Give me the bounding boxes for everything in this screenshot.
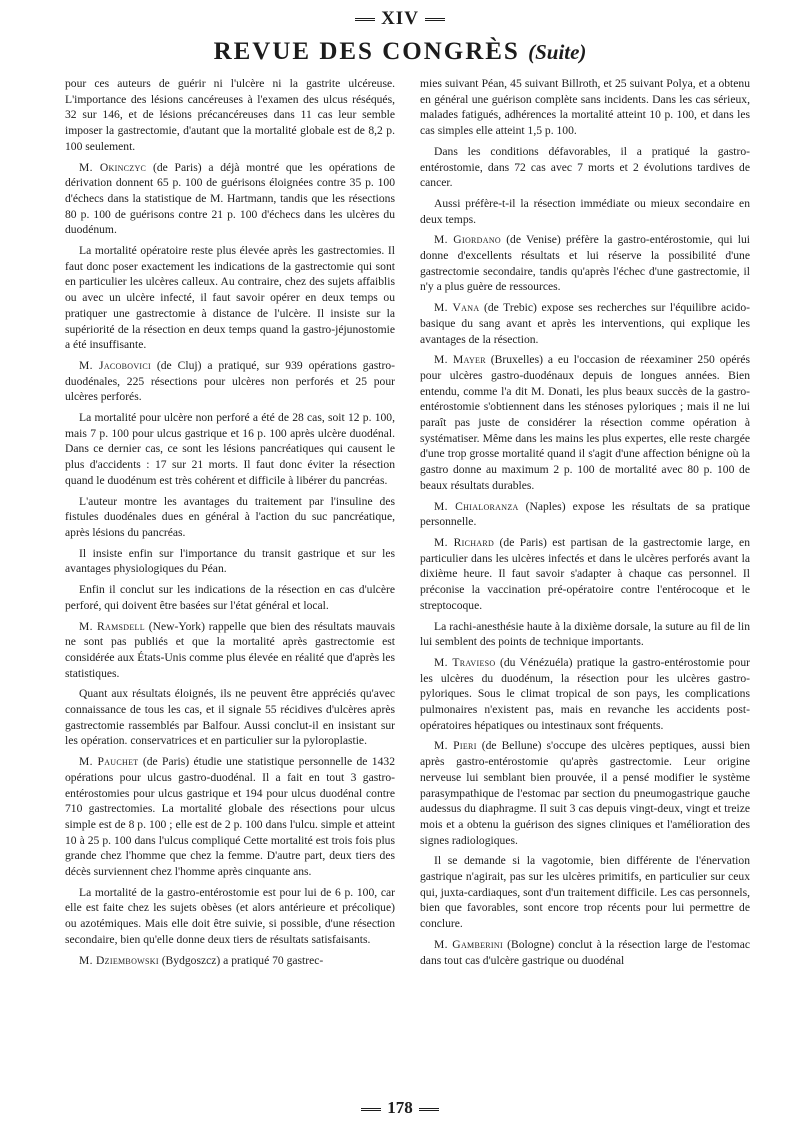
ornament-right	[419, 1108, 439, 1111]
paragraph-text: (de Bellune) s'occupe des ulcères peptiques, aussi bien après gastro-entérostomie qu'après gastrectomie. Leur origine nerveuse lui semblant bien prouvée, il a pensé modifier le système parasympathique de l'estomac par section du pneumogastrique gauche audessus du diaphragme. Il suit 3 cas depuis vingt-deux, vingt et treize mois et a obtenu la guérison des signes cliniques et l'amélioration des signes radiologiques.	[420, 739, 750, 847]
paragraph-text: (de Trebic) expose ses recherches sur l'équilibre acido-basique du sang avant et après les interventions, qui explique les avantages de la résection.	[420, 301, 750, 346]
paragraph-text: Il insiste enfin sur l'importance du transit gastrique et sur les avantages physiologiques du Péan.	[65, 546, 395, 576]
title-suffix: (Suite)	[528, 40, 587, 64]
paragraph	[420, 196, 750, 227]
paragraph	[65, 953, 395, 969]
page-footer	[0, 1098, 800, 1118]
paragraph	[420, 655, 750, 734]
ornament-left	[361, 1108, 381, 1111]
page-roman-numeral	[0, 8, 800, 30]
paragraph	[420, 619, 750, 650]
paragraph-text: (de Cluj) a pratiqué, sur 939 opérations gastro-duodénales, 225 résections pour ulcères non perforés et 25 pour ulcères perforés.	[65, 358, 395, 404]
paragraph-text: Quant aux résultats éloignés, ils ne peuvent être appréciés qu'avec connaissance de tous les cas, et il signale 55 récidives d'ulcères après gastrectomie rassemblés par Balfour. Aussi conclut-il en insistant sur les opération. conservatrices et en particulier sur la pyloroplastie.	[65, 687, 395, 748]
paragraph-text: (du Vénézuéla) pratique la gastro-entérostomie pour les ulcères du duodénum, la résection pour les ulcères gastro-pyloriques. Sous le climat tropical de son pays, les complications pulmonaires n'existent pas, mais en revanche les accidents post-opératoires hépatiques ou intestinaux sont fréquents.	[420, 655, 750, 732]
paragraph-text: (de Paris) est partisan de la gastrectomie large, en particulier dans les ulcères infectés et dans le ulcères perforés avant la dixième heure. Il faut savoir s'adapter à chaque cas personnel. Il préconise la vaccination pré-opératoire contre l'entérocoque et le streptocoque.	[420, 535, 750, 612]
speaker-name: M. Jacobovici	[79, 358, 151, 372]
paragraph-text: pour ces auteurs de guérir ni l'ulcère ni la gastrite ulcéreuse. L'importance des lésions cancéreuses à l'examen des ulcus réséqués, 32 sur 146, et de lésions précancéreuses dans 11 cas leur semble imposer la gastrectomie, d'autant que la mortalité globale est de 8,2 p. 100 seulement.	[65, 77, 395, 153]
speaker-name: M. Travieso	[434, 655, 496, 669]
paragraph	[65, 494, 395, 541]
speaker-name: M. Vana	[434, 301, 480, 315]
paragraph	[420, 738, 750, 848]
speaker-name: M. Chialoranza	[434, 499, 519, 513]
paragraph-text: Enfin il conclut sur les indications de la résection en cas d'ulcère perforé, qui doivent être basées sur l'état général et local.	[65, 583, 395, 612]
paragraph	[65, 410, 395, 489]
paragraph-text: (Bologne) conclut à la résection large de l'estomac dans tout cas d'ulcère gastrique ou duodénal	[420, 937, 750, 967]
paragraph	[420, 300, 750, 347]
paragraph	[420, 232, 750, 295]
paragraph	[65, 546, 395, 577]
paragraph-text: (Naples) expose les résultats de sa pratique personnelle.	[420, 499, 750, 529]
paragraph-text: mies suivant Péan, 45 suivant Billroth, et 25 suivant Polya, et a obtenu en général une guérison complète sans incidents. Dans les cas sérieux, malades fatigués, adhérences la mortalité atteint 10 p. 100, et dans les cas simples elle atteint 1,5 p. 100.	[420, 77, 750, 138]
speaker-name: M. Giordano	[434, 233, 501, 247]
speaker-name: M. Dziembowski	[79, 953, 159, 967]
paragraph	[65, 243, 395, 353]
paragraph-text: Il se demande si la vagotomie, bien différente de l'énervation gastrique n'agirait, pas sur les ulcères primitifs, en particulier sur ceux qui, juxta-cardiaques, sont d'un traitement difficile. Les cas personnels, bien que favorables, sont encore trop récents pour lui permettre de conclure.	[420, 854, 750, 931]
ornament-left	[355, 18, 375, 21]
paragraph-text: (de Venise) préfère la gastro-entérostomie, qui lui donne d'excellents résultats et lui réserve la possibilité d'une gastrectomie secondaire, tandis qu'après l'échec d'une gastrectomie, il n'y a plus guère de ressources.	[420, 233, 750, 294]
paragraph	[65, 160, 395, 239]
paragraph	[420, 76, 750, 139]
speaker-name: M. Pieri	[434, 739, 477, 753]
paragraph	[420, 352, 750, 493]
paragraph	[420, 144, 750, 191]
left-column	[65, 76, 395, 1086]
paragraph-text: La rachi-anesthésie haute à la dixième dorsale, la suture au fil de lin lui semblent des points de technique importants.	[420, 619, 750, 649]
speaker-name: M. Okinczyc	[79, 160, 147, 174]
ornament-right	[425, 18, 445, 21]
page-roman-text: XIV	[381, 8, 419, 29]
paragraph	[420, 499, 750, 530]
speaker-name: M. Richard	[434, 535, 495, 549]
paragraph-text: (New-York) rappelle que bien des résultats mauvais ne sont pas publiés et que la mortalité après gastrectomie est considérée aux États-Unis comme plus élevée en réalité que d'après les statistiques.	[65, 619, 395, 680]
title-text: REVUE DES CONGRÈS	[213, 38, 520, 65]
paragraph	[420, 535, 750, 614]
speaker-name: M. Pauchet	[79, 755, 139, 769]
paragraph	[65, 686, 395, 749]
paragraph-text: La mortalité pour ulcère non perforé a été de 28 cas, soit 12 p. 100, mais 7 p. 100 pour ulcus gastrique et 16 p. 100 après ulcère duodénal. Dans ce dernier cas, ce sont les lésions pancréatiques qui causent le plus d'accidents : 17 sur 21 morts. Il faut donc éviter la résection quand le duodénum est très cohérent et difficile à libérer du pancréas.	[65, 411, 395, 487]
right-column	[420, 76, 750, 1086]
paragraph-text: (Bydgoszcz) a pratiqué 70 gastrec-	[158, 953, 324, 967]
page-number: 178	[387, 1098, 413, 1117]
paragraph-text: (de Paris) a déjà montré que les opérations de dérivation donnent 65 p. 100 de guérisons éloignées contre 35 p. 100 d'échecs dans la statistique de M. Hartmann, tandis que les résections 80 p. 100 de guérisons contre 21 p. 100 d'échecs dans les ulcères du duodénum.	[65, 160, 395, 237]
paragraph-text: (de Paris) étudie une statistique personnelle de 1432 opérations pour ulcus gastro-duodénal. Il a fait en tout 3 gastro-entérostomies pour ulcus gastrique et 194 pour ulcus duodénal contre 710 gastrectomies. La mortalité globale des résections pour ulcus simple est de 8 p. 100 ; elle est de 2 p. 100 dans l'ulcu. simple et atteint 10 à 25 p. 100 dans l'ulcus compliqué Cette mortalité est trois fois plus grande chez l'homme que chez la femme. D'autre part, deux tiers des décès surviennent chez l'homme après cinquante ans.	[65, 755, 395, 879]
speaker-name: M. Mayer	[434, 353, 486, 367]
paragraph-text: La mortalité de la gastro-entérostomie est pour lui de 6 p. 100, car elle est faite chez les sujets obèses (et alors antérieure et précolique) ou azotémiques. Mais elle doit être suivie, si possible, d'une résection secondaire, bien qu'elle donne deux tiers de résultats satisfaisants.	[65, 885, 395, 946]
paragraph	[420, 853, 750, 932]
paragraph-text: Dans les conditions défavorables, il a pratiqué la gastro-entérostomie, dans 72 cas avec 7 morts et 2 évolutions tardives de cancer.	[420, 144, 750, 190]
paragraph-text: La mortalité opératoire reste plus élevée après les gastrectomies. Il faut donc poser exactement les indications de la gastrectomie qui sont en particulier les ulcères calleux. Au contraire, chez des sujets affaiblis ou avec un ulcère infecté, il faut savoir opérer en deux temps ou pratiquer une gastrectomie à distance de l'ulcère. Il insiste sur la supériorité de la résection en deux temps quand la gastro-jéjunostomie a été insuffisante.	[65, 244, 395, 352]
paragraph-text: (Bruxelles) a eu l'occasion de réexaminer 250 opérés pour ulcères gastro-duodénaux depuis de longues années. Bien entendu, comme l'a dit M. Donati, les plus beaux succès de la gastro-entérostomie s'obtiennent dans les sténoses pyloriques ; mais il ne lui paraît pas juste de considérer la résection comme opération à systématiser. Même dans les mains les plus expertes, elle reste chargée d'une trop grosse mortalité quand il s'agit d'une affection bénigne où la gastro donne au maximum 2 p. 100 de mortalité avec 80 p. 100 de beaux résultats durables.	[420, 353, 750, 492]
paragraph	[65, 619, 395, 682]
paragraph-text: L'auteur montre les avantages du traitement par l'insuline des fistules duodénales dues en général à l'action du suc pancréatique, après lésions du pancréas.	[65, 494, 395, 539]
paragraph	[420, 937, 750, 968]
speaker-name: M. Ramsdell	[79, 619, 145, 633]
paragraph-text: Aussi préfère-t-il la résection immédiate ou mieux secondaire en deux temps.	[420, 196, 750, 226]
speaker-name: M. Gamberini	[434, 937, 503, 951]
paragraph	[65, 76, 395, 155]
page-title	[0, 38, 800, 66]
paragraph	[65, 754, 395, 880]
paragraph	[65, 582, 395, 613]
paragraph	[65, 358, 395, 405]
paragraph	[65, 885, 395, 948]
